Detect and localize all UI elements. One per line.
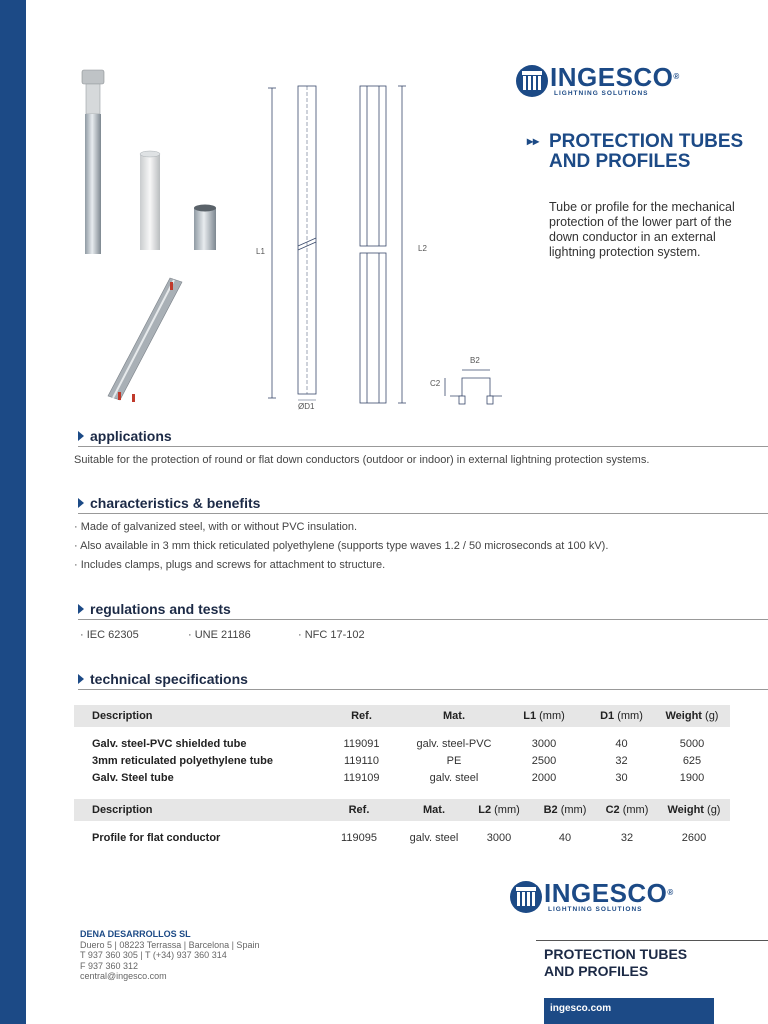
brand-registered: ® [673,72,680,81]
characteristics-list [74,518,764,575]
company-phone: T 937 360 305 | T (+34) 937 360 314 [80,950,227,960]
table-row: Galv. steel-PVC shielded tube 119091 galv. steel-PVC 3000 40 5000 [92,737,705,750]
section-regulations-heading: regulations and tests [78,598,768,620]
technical-drawings [250,78,520,418]
col-header-description: Description [74,705,314,727]
col-header-ref: Ref. [314,705,409,727]
footer-brand-tagline: LIGHTNING SOLUTIONS [548,906,643,913]
profile-section-drawing [445,370,502,404]
table-header-row [74,799,730,821]
company-name: DENA DESARROLLOS SL [80,929,191,939]
col-header-c2: C2 (mm) [596,799,658,821]
regulation-item: · IEC 62305 [80,629,139,641]
section-arrow-icon [78,674,84,684]
tube-with-cap-photo [82,70,104,254]
page-title: PROTECTION TUBES AND PROFILES [549,131,744,172]
diagram-label-l2: L2 [418,244,427,253]
short-tube-photo [194,205,216,251]
footer-brand-name: INGESCO [544,878,668,908]
regulation-item: · UNE 21186 [188,629,251,641]
profile-photo [108,278,182,402]
footer-divider [536,940,768,941]
logo-mark-icon [510,881,542,913]
logo-mark-icon [516,65,548,97]
brand-name: INGESCO [550,62,674,92]
table-row: 3mm reticulated polyethylene tube 119110 PE 2500 32 625 [92,754,702,767]
col-header-mat: Mat. [409,705,499,727]
side-accent-bar [0,0,26,1024]
diagram-label-l1: L1 [256,247,265,256]
section-characteristics-heading: characteristics & benefits [78,492,768,514]
col-header-weight: Weight (g) [658,799,730,821]
product-photos [70,60,245,410]
section-arrow-icon [78,431,84,441]
diagram-label-d1: ØD1 [298,402,315,411]
col-header-l1: L1 (mm) [499,705,589,727]
section-applications-heading: applications [78,425,768,447]
table-row: Profile for flat conductor 119095 galv. steel 3000 40 32 2600 [92,831,707,844]
company-email[interactable]: central@ingesco.com [80,971,167,981]
diagram-label-c2: C2 [430,379,441,388]
col-header-mat: Mat. [404,799,464,821]
list-item: · Includes clamps, plugs and screws for attachment to structure. [74,559,386,571]
profiles-spec-table [74,799,730,846]
col-header-b2: B2 (mm) [534,799,596,821]
section-arrow-icon [78,498,84,508]
table-header-row [74,705,730,727]
brand-logo [516,64,680,97]
profile-drawing [360,86,406,403]
col-header-d1: D1 (mm) [589,705,654,727]
table-row: Galv. Steel tube 119109 galv. steel 2000 30 1900 [92,771,705,784]
company-address: Duero 5 | 08223 Terrassa | Barcelona | Spain [80,939,260,950]
tube-drawing [268,86,316,398]
footer-brand-logo: INGESCO® LIGHTNING SOLUTIONS [510,880,674,913]
brand-tagline: LIGHTNING SOLUTIONS [554,90,649,97]
company-info [80,929,259,982]
tubes-spec-table [74,705,730,786]
col-header-l2: L2 (mm) [464,799,534,821]
applications-text: Suitable for the protection of round or flat down conductors (outdoor or indoor) in external lightning protection systems. [74,454,650,466]
section-specs-heading: technical specifications [78,668,768,690]
white-tube-photo [140,151,160,250]
product-description: Tube or profile for the mechanical protection of the lower part of the down conductor in an external lightning protection system. [549,200,735,259]
company-fax: F 937 360 312 [80,960,139,971]
list-item: · Made of galvanized steel, with or without PVC insulation. [74,521,358,533]
col-header-description: Description [74,799,314,821]
list-item: · Also available in 3 mm thick reticulated polyethylene (supports type waves 1.2 / 50 microseconds at 100 kV). [74,540,609,552]
col-header-weight: Weight (g) [654,705,730,727]
regulation-item: · NFC 17-102 [298,629,365,641]
col-header-ref: Ref. [314,799,404,821]
website-link[interactable]: ingesco.com [544,998,714,1024]
title-arrows-icon: ▸▸ [527,134,540,148]
diagram-label-b2: B2 [470,356,480,365]
footer-title: PROTECTION TUBES AND PROFILES [544,946,688,979]
section-arrow-icon [78,604,84,614]
